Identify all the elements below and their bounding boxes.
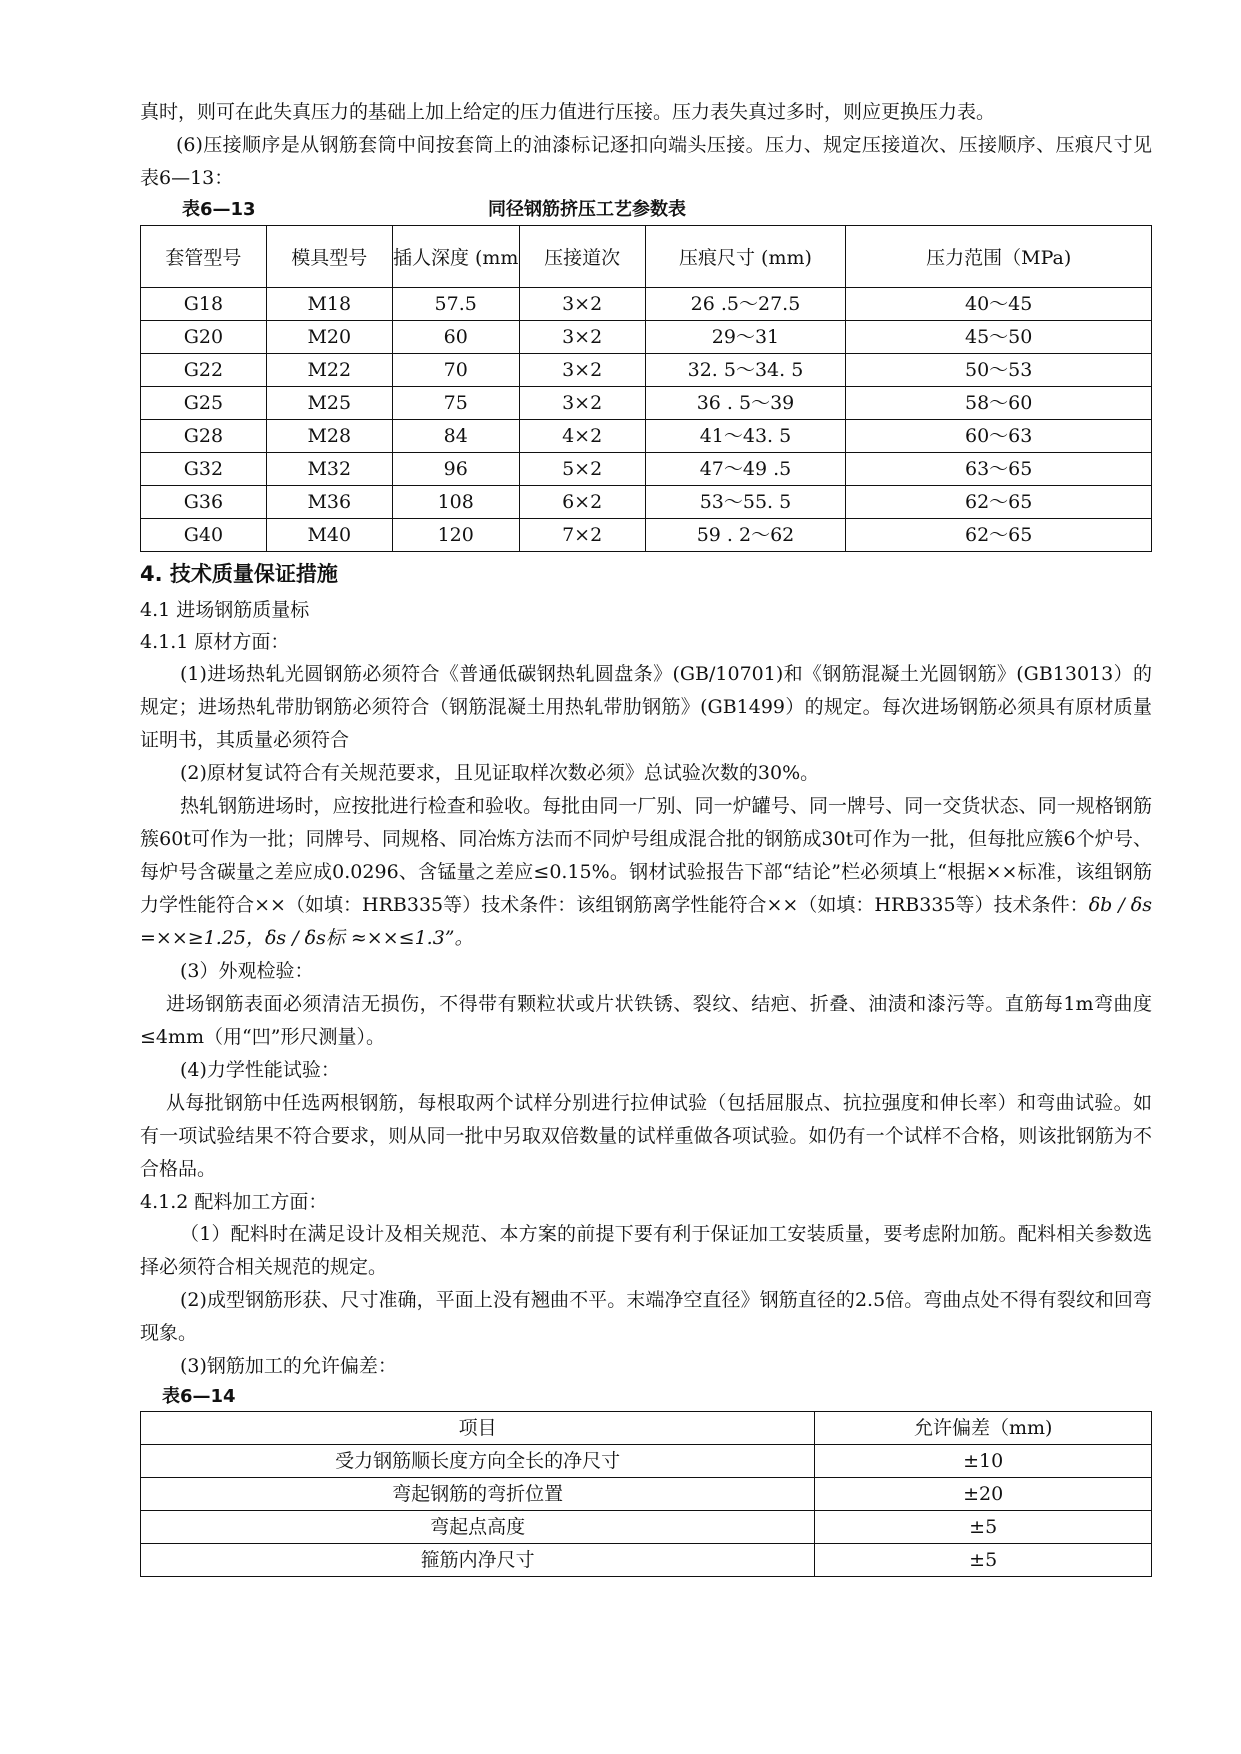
table-cell: 62～65 bbox=[846, 486, 1152, 519]
table-cell: 108 bbox=[392, 486, 519, 519]
table-cell: M36 bbox=[266, 486, 392, 519]
table-cell: 4×2 bbox=[519, 420, 645, 453]
acceptance-text: 热轧钢筋进场时，应按批进行检查和验收。每批由同一厂别、同一炉罐号、同一牌号、同一交货状态、同一规格钢筋簇60t可作为一批；同牌号、同规格、同冶炼方法而不同炉号组成混合批的钢筋成30t可作为一批，但每批应簇6个炉号、每炉号含碳量之差应成0.0296、含锰量之差应≤0.15%。钢材试验报告下部“结论”栏必须填上“根据××标准，该组钢筋力学性能符合××（如填：HRB335等）技术条件：该组钢筋离学性能符合××（如填：HRB335等）技术条件： bbox=[140, 795, 1152, 916]
table-cell: ±5 bbox=[815, 1544, 1152, 1577]
header-cell: 压接道次 bbox=[519, 226, 645, 288]
table-cell: G28 bbox=[141, 420, 267, 453]
table-cell: 47～49 .5 bbox=[645, 453, 846, 486]
table-row bbox=[141, 321, 1152, 354]
table-cell: 5×2 bbox=[519, 453, 645, 486]
table-cell: 75 bbox=[392, 387, 519, 420]
table-cell: 57.5 bbox=[392, 288, 519, 321]
header-cell: 套管型号 bbox=[141, 226, 267, 288]
table-cell: M20 bbox=[266, 321, 392, 354]
table-cell: 84 bbox=[392, 420, 519, 453]
table-cell: ±5 bbox=[815, 1511, 1152, 1544]
table-cell: 32. 5～34. 5 bbox=[645, 354, 846, 387]
table-cell: 50～53 bbox=[846, 354, 1152, 387]
table-cell: 45～50 bbox=[846, 321, 1152, 354]
table-row bbox=[141, 453, 1152, 486]
table-row bbox=[141, 1511, 1152, 1544]
paragraph-mechanical: 从每批钢筋中任选两根钢筋，每根取两个试样分别进行拉伸试验（包括屈服点、抗拉强度和伸长率）和弯曲试验。如有一项试验结果不符合要求，则从同一批中另取双倍数量的试样重做各项试验。如仍有一个试样不合格，则该批钢筋为不合格品。 bbox=[140, 1092, 1152, 1180]
header-cell: 项目 bbox=[141, 1412, 815, 1445]
table-cell: G20 bbox=[141, 321, 267, 354]
paragraph-tolerance: (3)钢筋加工的允许偏差： bbox=[180, 1355, 397, 1377]
table-row bbox=[141, 288, 1152, 321]
table-cell: 3×2 bbox=[519, 321, 645, 354]
table-cell: 58～60 bbox=[846, 387, 1152, 420]
table-cell: 6×2 bbox=[519, 486, 645, 519]
table-cell: 3×2 bbox=[519, 288, 645, 321]
header-cell: 压力范围（MPa) bbox=[846, 226, 1152, 288]
document-page bbox=[140, 96, 1152, 1577]
table-cell: 41～43. 5 bbox=[645, 420, 846, 453]
table-cell: 26 .5～27.5 bbox=[645, 288, 846, 321]
table-row bbox=[141, 420, 1152, 453]
table-cell: G40 bbox=[141, 519, 267, 552]
table-cell: M40 bbox=[266, 519, 392, 552]
table-cell: 40～45 bbox=[846, 288, 1152, 321]
table-cell: 36 . 5～39 bbox=[645, 387, 846, 420]
table-cell: M18 bbox=[266, 288, 392, 321]
table-6-14-caption: 表6—14 bbox=[162, 1386, 236, 1407]
paragraph-acceptance bbox=[140, 790, 1152, 955]
table-row bbox=[141, 1544, 1152, 1577]
table-row bbox=[141, 1445, 1152, 1478]
header-cell: 插人深度 (mm bbox=[392, 226, 519, 288]
table-row bbox=[141, 519, 1152, 552]
table-row bbox=[141, 354, 1152, 387]
table-cell: 60 bbox=[392, 321, 519, 354]
table-cell: 60～63 bbox=[846, 420, 1152, 453]
ratio-formula: δb / δs =××≥1.25，δs / δs标 ≈××≤1.3”。 bbox=[140, 894, 1152, 949]
table-cell: ±20 bbox=[815, 1478, 1152, 1511]
table-row bbox=[141, 1478, 1152, 1511]
table-cell: G32 bbox=[141, 453, 267, 486]
header-cell: 压痕尺寸 (mm) bbox=[645, 226, 846, 288]
section-heading: 4. 技术质量保证措施 bbox=[140, 562, 338, 586]
intro-paragraph: (6)压接顺序是从钢筋套筒中间按套筒上的油漆标记逐扣向端头压接。压力、规定压接道次、压接顺序、压痕尺寸见表6—13： bbox=[140, 134, 1152, 189]
table-cell: M22 bbox=[266, 354, 392, 387]
extrusion-parameters-table bbox=[140, 225, 1152, 552]
table-cell: G18 bbox=[141, 288, 267, 321]
table-cell: 3×2 bbox=[519, 354, 645, 387]
table-title: 同径钢筋挤压工艺参数表 bbox=[488, 199, 686, 220]
subsection-4-1: 4.1 进场钢筋质量标 bbox=[140, 599, 310, 621]
table-cell: 62～65 bbox=[846, 519, 1152, 552]
table-cell: 弯起点高度 bbox=[141, 1511, 815, 1544]
table-cell: 受力钢筋顺长度方向全长的净尺寸 bbox=[141, 1445, 815, 1478]
table-cell: 70 bbox=[392, 354, 519, 387]
paragraph-raw-material: (1)进场热轧光圆钢筋必须符合《普通低碳钢热轧圆盘条》(GB/10701)和《钢筋混凝土光圆钢筋》(GB13013）的规定；进场热轧带肋钢筋必须符合（钢筋混凝土用热轧带肋钢筋》(GB1499）的规定。每次进场钢筋必须具有原材质量证明书，其质量必须符合 bbox=[140, 663, 1152, 751]
table-cell: 7×2 bbox=[519, 519, 645, 552]
table-cell: 箍筋内净尺寸 bbox=[141, 1544, 815, 1577]
table-row bbox=[141, 387, 1152, 420]
table-cell: G22 bbox=[141, 354, 267, 387]
tolerance-table bbox=[140, 1411, 1152, 1577]
table-header-row bbox=[141, 226, 1152, 288]
table-cell: M25 bbox=[266, 387, 392, 420]
paragraph-visual-heading: (3）外观检验： bbox=[180, 960, 314, 982]
table-cell: 120 bbox=[392, 519, 519, 552]
table-cell: 29～31 bbox=[645, 321, 846, 354]
table-cell: 弯起钢筋的弯折位置 bbox=[141, 1478, 815, 1511]
paragraph-batching: （1）配料时在满足设计及相关规范、本方案的前提下要有利于保证加工安装质量，要考虑附加筋。配料相关参数选择必须符合相关规范的规定。 bbox=[140, 1223, 1152, 1278]
table-cell: 53～55. 5 bbox=[645, 486, 846, 519]
table-cell: 96 bbox=[392, 453, 519, 486]
table-cell: M32 bbox=[266, 453, 392, 486]
table-header-row bbox=[141, 1412, 1152, 1445]
table-cell: 63～65 bbox=[846, 453, 1152, 486]
table-cell: G36 bbox=[141, 486, 267, 519]
table-cell: 59 . 2～62 bbox=[645, 519, 846, 552]
table-cell: 3×2 bbox=[519, 387, 645, 420]
table-cell: G25 bbox=[141, 387, 267, 420]
header-cell: 允许偏差（mm) bbox=[815, 1412, 1152, 1445]
paragraph-forming: (2)成型钢筋形获、尺寸准确，平面上没有翘曲不平。末端净空直径》钢筋直径的2.5倍。弯曲点处不得有裂纹和回弯现象。 bbox=[140, 1289, 1152, 1344]
table-row bbox=[141, 486, 1152, 519]
subsection-4-1-1: 4.1.1 原材方面： bbox=[140, 631, 290, 653]
table-6-13-caption bbox=[140, 195, 1152, 225]
table-cell: ±10 bbox=[815, 1445, 1152, 1478]
subsection-4-1-2: 4.1.2 配料加工方面： bbox=[140, 1191, 328, 1213]
header-cell: 模具型号 bbox=[266, 226, 392, 288]
intro-line: 真时，则可在此失真压力的基础上加上给定的压力值进行压接。压力表失真过多时，则应更换压力表。 bbox=[140, 101, 996, 123]
paragraph-mechanical-heading: (4)力学性能试验： bbox=[180, 1059, 340, 1081]
paragraph-visual: 进场钢筋表面必须清洁无损伤，不得带有颗粒状或片状铁锈、裂纹、结疤、折叠、油渍和漆污等。直筋每1m弯曲度≤4mm（用“凹”形尺测量）。 bbox=[140, 993, 1152, 1048]
table-number: 表6—13 bbox=[182, 199, 256, 220]
table-cell: M28 bbox=[266, 420, 392, 453]
paragraph-retest: (2)原材复试符合有关规范要求，且见证取样次数必须》总试验次数的30%。 bbox=[180, 762, 820, 784]
